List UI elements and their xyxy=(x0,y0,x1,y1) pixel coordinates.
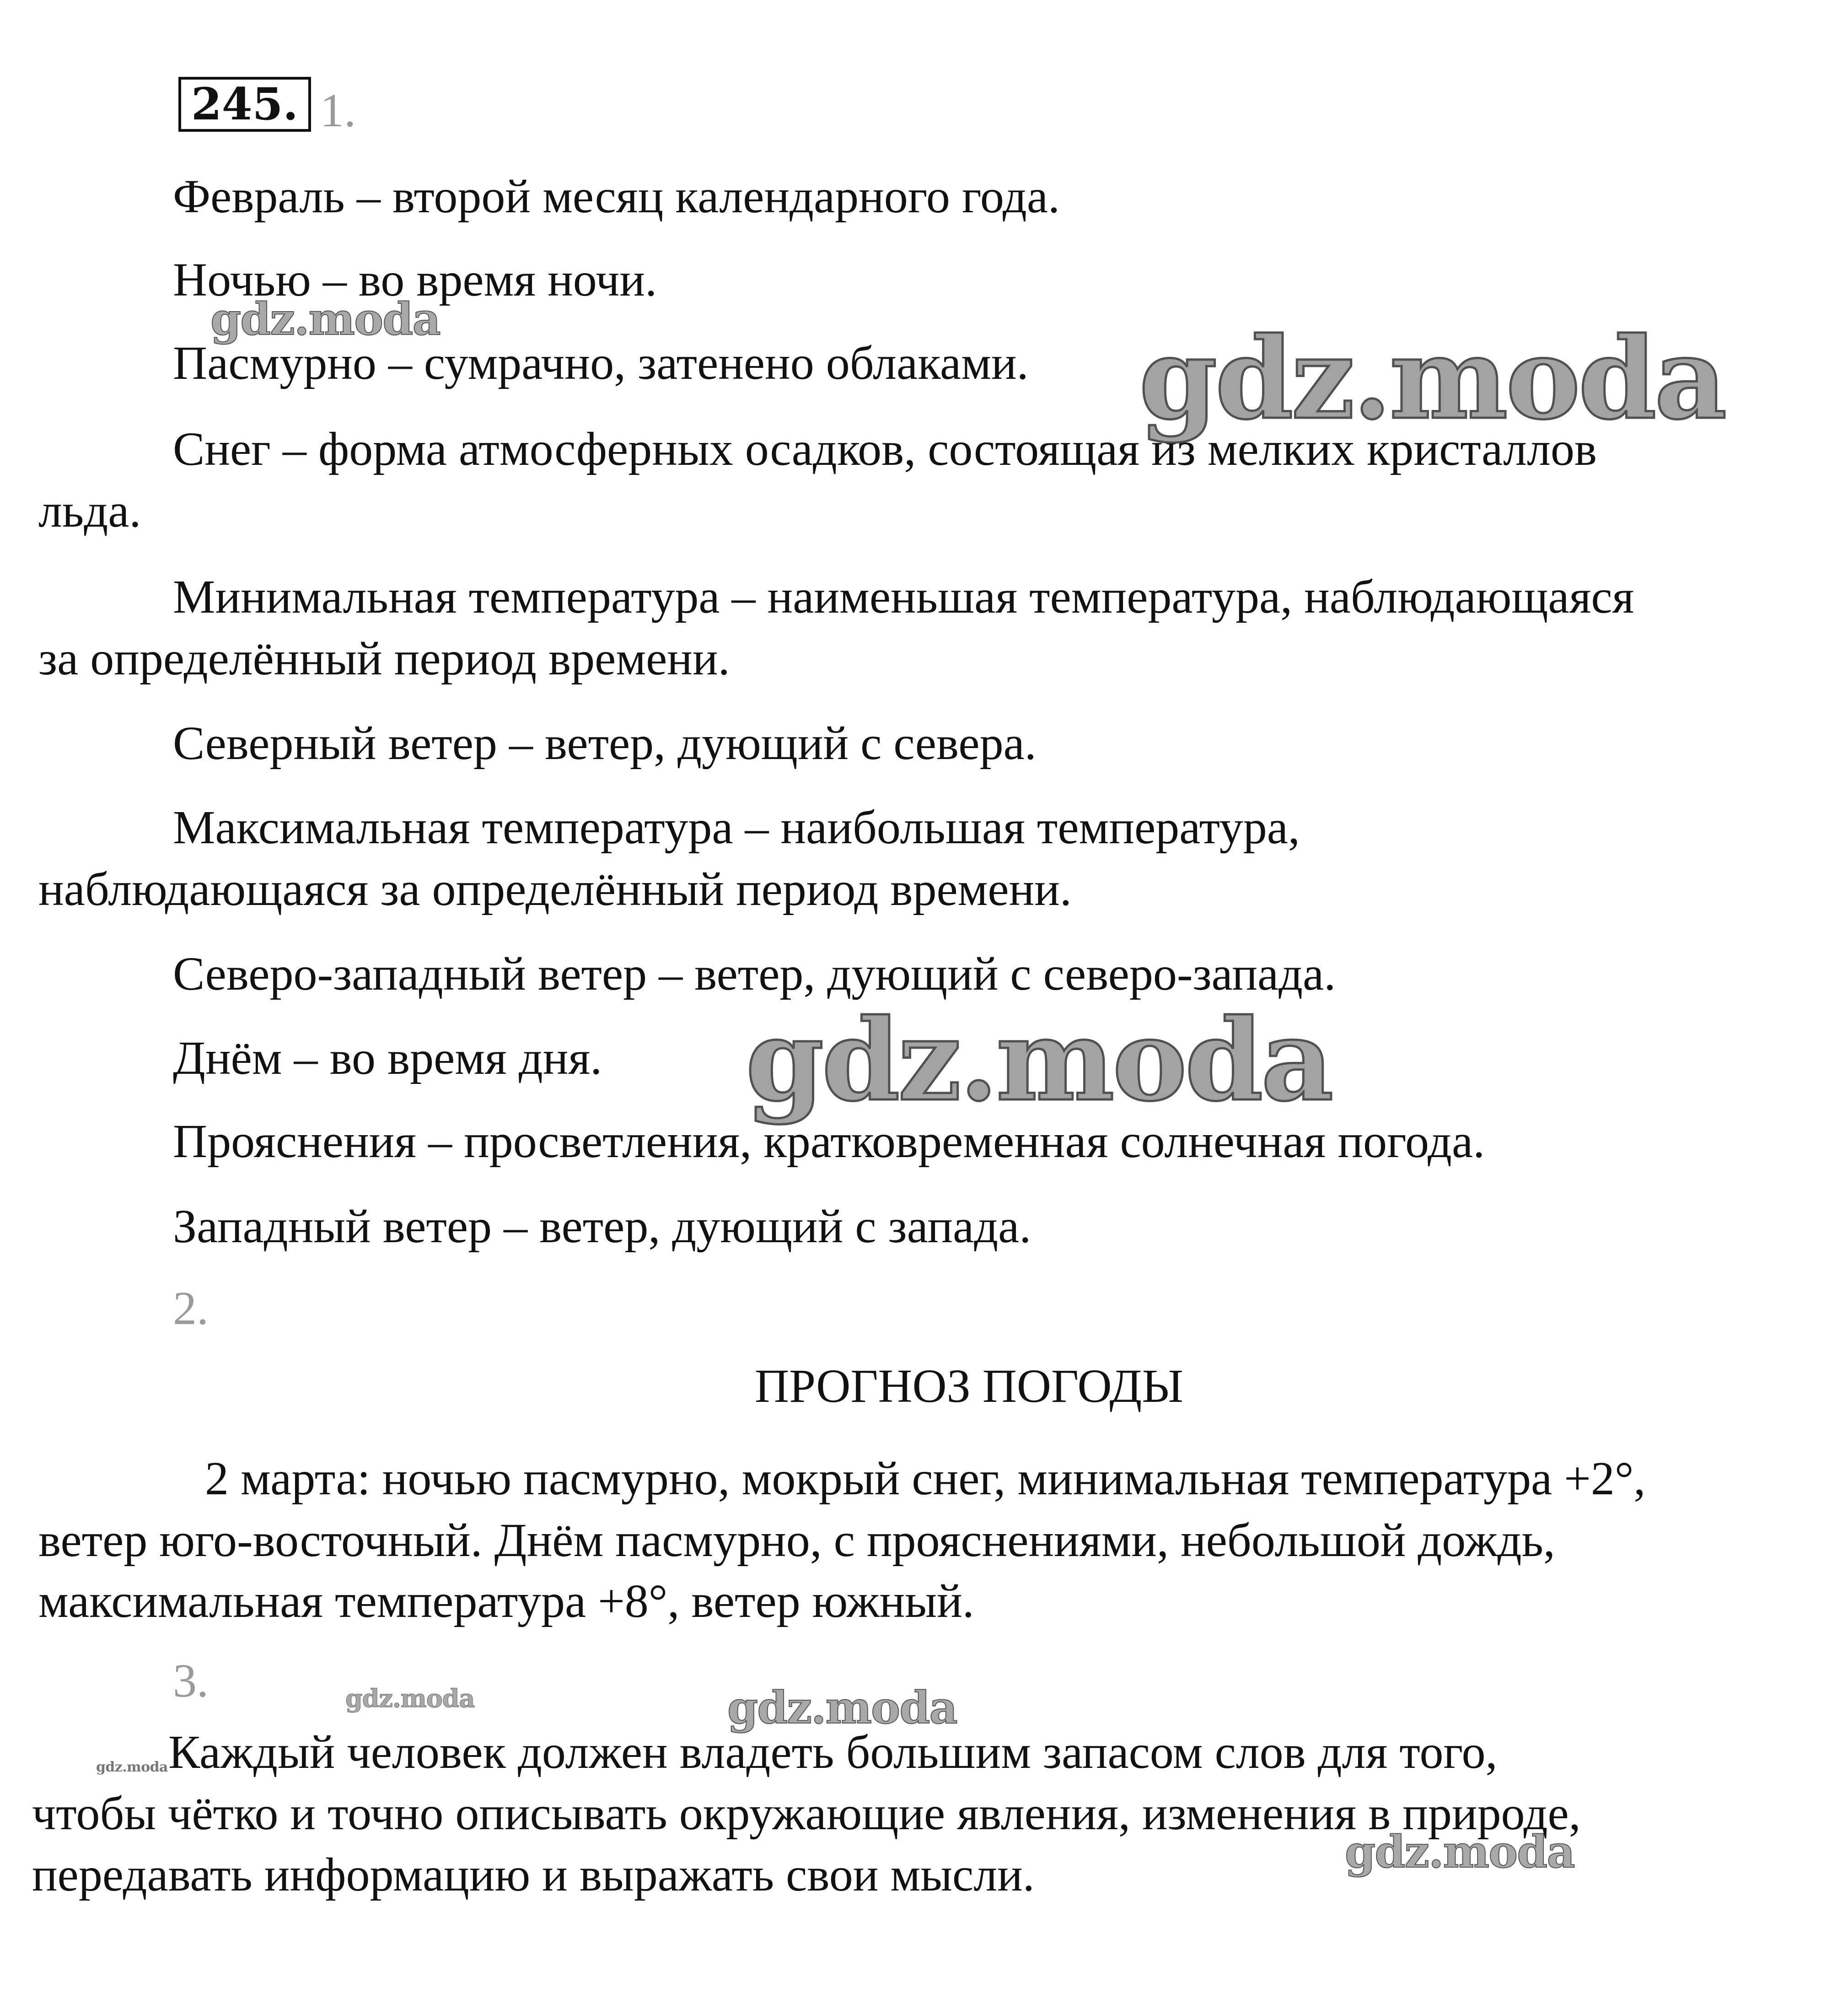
definition-line: Ночью – во время ночи. xyxy=(173,253,657,306)
definition-line: Западный ветер – ветер, дующий с запада. xyxy=(173,1200,1031,1253)
definition-line: Снег – форма атмосферных осадков, состоящая из мелких кристаллов xyxy=(173,423,1597,475)
exercise-number: 245. xyxy=(178,77,311,132)
watermark-logo: gdz.moda xyxy=(96,1759,168,1775)
definition-line: Пасмурно – сумрачно, затенено облаками. xyxy=(173,337,1029,389)
definition-line: наблюдающаяся за определённый период времени. xyxy=(38,863,1072,916)
watermark-logo: gdz.moda xyxy=(345,1684,475,1713)
forecast-line: 2 марта: ночью пасмурно, мокрый снег, минимальная температура +2°, xyxy=(205,1452,1646,1505)
forecast-title: ПРОГНОЗ ПОГОДЫ xyxy=(755,1360,1184,1412)
definition-line: за определённый период времени. xyxy=(38,632,730,685)
watermark-logo: gdz.moda xyxy=(1345,1826,1574,1878)
conclusion-line: чтобы чётко и точно описывать окружающие явления, изменения в природе, xyxy=(32,1787,1581,1840)
watermark-logo: gdz.moda xyxy=(746,994,1332,1126)
watermark-logo: gdz.moda xyxy=(727,1682,957,1734)
definition-line: льда. xyxy=(38,485,141,537)
definition-line: Прояснения – просветления, кратковременная солнечная погода. xyxy=(173,1115,1485,1168)
part-1-label: 1. xyxy=(320,84,356,137)
conclusion-line: Каждый человек должен владеть большим запасом слов для того, xyxy=(168,1726,1498,1778)
definition-line: Максимальная температура – наибольшая температура, xyxy=(173,801,1300,854)
definition-line: Февраль – второй месяц календарного года. xyxy=(173,170,1060,223)
definition-line: Северо-западный ветер – ветер, дующий с северо-запада. xyxy=(173,948,1336,1000)
forecast-line: максимальная температура +8°, ветер южный. xyxy=(38,1575,974,1627)
watermark-logo: gdz.moda xyxy=(210,293,440,345)
watermark-logo: gdz.moda xyxy=(1139,312,1725,444)
part-2-label: 2. xyxy=(173,1282,209,1335)
definition-line: Северный ветер – ветер, дующий с севера. xyxy=(173,717,1037,770)
conclusion-line: передавать информацию и выражать свои мысли. xyxy=(32,1848,1035,1901)
definition-line: Минимальная температура – наименьшая температура, наблюдающаяся xyxy=(173,571,1634,623)
part-3-label: 3. xyxy=(173,1654,209,1707)
forecast-line: ветер юго-восточный. Днём пасмурно, с прояснениями, небольшой дождь, xyxy=(38,1514,1555,1567)
definition-line: Днём – во время дня. xyxy=(173,1032,602,1084)
